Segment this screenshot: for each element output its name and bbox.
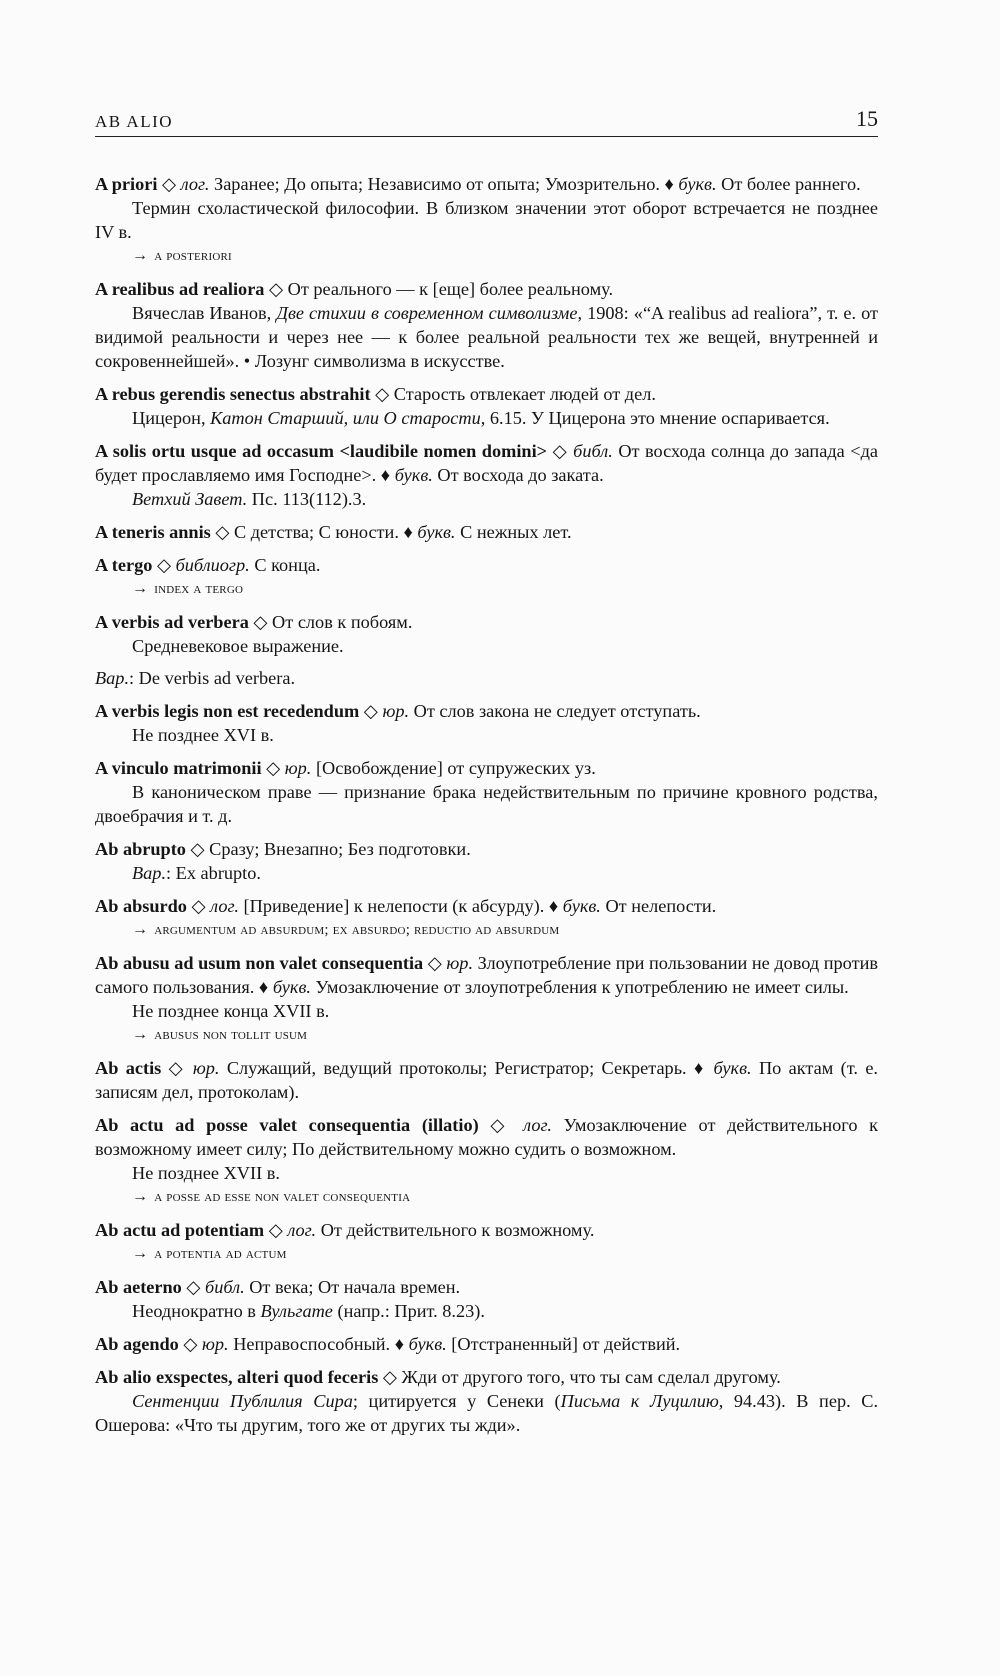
entry-a-realibus <box>95 277 878 373</box>
headword: Ab actu ad potentiam <box>95 1220 265 1240</box>
entry-a-rebus-gerendis <box>95 382 878 430</box>
cross-reference: → abusus non tollit usum <box>132 1026 308 1043</box>
entry-ab-alio-exspectes: Ab alio exspectes, alteri quod feceris ◇ Жди от другого того, что ты сам сделал другому. Сентенции Публилия Сира; цитируется у Сенеки (Письма к Луцилию, 94.43). В пер. С. Ошерова: «Что ты другим, того же от других ты жди». <box>95 1367 879 1435</box>
headword: A realibus ad realiora <box>95 279 265 299</box>
cross-reference: → argumentum ad absurdum; ex absurdo; reductio ad absurdum <box>132 921 560 938</box>
entry-ab-actis: Ab actis ◇ юр. Служащий, ведущий протоколы; Регистратор; Секретарь. ♦ букв. По актам (т. е. записям дел, протоколам). <box>95 1058 879 1102</box>
entry-a-verbis-ad-verbera: A verbis ad verbera ◇ От слов к побоям. Средневековое выражение. Вар.: De verbis ad verbera. <box>95 610 878 690</box>
note: Термин схоластической философии. В близком значении этот оборот встречается не позднее IV в. <box>95 198 878 242</box>
entry-a-priori <box>95 172 878 268</box>
running-header <box>95 108 878 137</box>
entry-a-teneris-annis: A teneris annis ◇ С детства; С юности. ♦ букв. С нежных лет. <box>95 522 572 542</box>
note: Ветхий Завет. Пс. 113(112).3. <box>132 489 367 509</box>
headword: Ab actis <box>95 1058 162 1078</box>
definition: Заранее; До опыта; Независимо от опыта; Умозрительно. ♦ <box>209 174 679 194</box>
headword: A solis ortu usque ad occasum <laudibile nomen domini> <box>95 441 548 461</box>
dictionary-entries <box>95 172 878 1446</box>
label: букв. <box>678 174 717 194</box>
cross-reference: → index a tergo <box>132 580 244 597</box>
arrow-icon: → <box>132 1188 149 1205</box>
arrow-icon: → <box>132 1026 149 1043</box>
definition: ◇ Старость отвлекает людей от дел. <box>370 384 656 404</box>
headword: Ab abusu ad usum non valet consequentia <box>95 953 424 973</box>
note: Не позднее XVI в. <box>132 725 274 745</box>
entry-a-solis-ortu: A solis ortu usque ad occasum <laudibile nomen domini> ◇ библ. От восхода солнца до запада <да будет прославляемо имя Господне>. ♦ букв. От восхода до заката. Ветхий Завет. Пс. 113(112).3. <box>95 441 878 509</box>
headword: Ab absurdo <box>95 896 187 916</box>
entry-a-verbis-legis: A verbis legis non est recedendum ◇ юр. От слов закона не следует отступать. Не позднее XVI в. <box>95 699 878 747</box>
entry-ab-actu-ad-potentiam: Ab actu ad potentiam ◇ лог. От действительного к возможному. → a potentia ad actum <box>95 1218 878 1266</box>
headword: Ab abrupto <box>95 839 186 859</box>
arrow-icon: → <box>132 247 149 264</box>
entry-a-vinculo-matrimonii: A vinculo matrimonii ◇ юр. [Освобождение] от супружеских уз. В каноническом праве — признание брака недействительным по причине кровного родства, двоебрачия и т. д. <box>95 758 878 826</box>
headword: Ab agendo <box>95 1334 179 1354</box>
note: Не позднее XVII в. <box>132 1163 280 1183</box>
definition: ◇ От реального — к [еще] более реальному. <box>264 279 614 299</box>
entry-ab-agendo: Ab agendo ◇ юр. Неправоспособный. ♦ букв. [Отстраненный] от действий. <box>95 1334 681 1354</box>
headword: Ab alio exspectes, alteri quod feceris <box>95 1367 379 1387</box>
headword: A rebus gerendis senectus abstrahit <box>95 384 371 404</box>
note: Не позднее конца XVII в. <box>132 1001 330 1021</box>
variant: Вар.: Ex abrupto. <box>132 863 261 883</box>
page-number: 15 <box>856 106 878 131</box>
cross-reference: → a posse ad esse non valet consequentia <box>132 1188 411 1205</box>
headword: A verbis ad verbera <box>95 612 249 632</box>
headword: Ab aeterno <box>95 1277 182 1297</box>
cross-reference-text: a posteriori <box>154 248 232 264</box>
note: Сентенции Публилия Сира; цитируется у Сенеки (Письма к Луцилию, 94.43). В пер. С. Ошерова: «Что ты другим, того же от других ты жди». <box>95 1391 879 1435</box>
definition: ◇ <box>157 174 181 194</box>
running-title: AB ALIO <box>95 112 174 131</box>
note: В каноническом праве — признание брака недействительным по причине кровного родства, двоебрачия и т. д. <box>95 782 878 826</box>
entry-ab-actu-ad-posse: Ab actu ad posse valet consequentia (illatio) ◇ лог. Умозаключение от действительного к возможному имеет силу; По действительному можно судить о возможном. Не позднее XVII в. → a posse ad esse non valet consequentia <box>95 1113 878 1209</box>
cross-reference <box>95 244 878 268</box>
entry-ab-absurdo: Ab absurdo ◇ лог. [Приведение] к нелепости (к абсурду). ♦ букв. От нелепости. → argumentum ad absurdum; ex absurdo; reductio ad absurdum <box>95 894 878 942</box>
headword: Ab actu ad posse valet consequentia (illatio) <box>95 1115 479 1135</box>
label: лог. <box>180 174 210 194</box>
note: Цицерон, Катон Старший, или О старости, 6.15. У Цицерона это мнение оспаривается. <box>132 408 830 428</box>
entry-a-tergo: A tergo ◇ библиогр. С конца. → index a tergo <box>95 553 878 601</box>
headword: A priori <box>95 174 158 194</box>
headword: A verbis legis non est recedendum <box>95 701 360 721</box>
arrow-icon: → <box>132 921 149 938</box>
variant: Вар.: De verbis ad verbera. <box>95 668 296 688</box>
cross-reference: → a potentia ad actum <box>132 1245 287 1262</box>
definition: От более раннего. <box>716 174 861 194</box>
note: Средневековое выражение. <box>132 636 344 656</box>
headword: A tergo <box>95 555 153 575</box>
arrow-icon: → <box>132 1245 149 1262</box>
headword: A teneris annis <box>95 522 211 542</box>
headword: A vinculo matrimonii <box>95 758 262 778</box>
note: Вячеслав Иванов, Две стихии в современном символизме, 1908: «“A realibus ad realiora”, т. е. от видимой реальности и через нее — к более реальной реальности тех же вещей, внутренней и сокровеннейшей». • Лозунг символизма в искусстве. <box>95 303 879 371</box>
entry-ab-abusu: Ab abusu ad usum non valet consequentia ◇ юр. Злоупотребление при пользовании не довод против самого пользования. ♦ букв. Умозаключение от злоупотребления к употреблению не имеет силы. Не позднее конца XVII в. → abusus non tollit usum <box>95 951 878 1047</box>
arrow-icon: → <box>132 580 149 597</box>
note: Неоднократно в Вульгате (напр.: Прит. 8.23). <box>132 1301 485 1321</box>
entry-ab-aeterno: Ab aeterno ◇ библ. От века; От начала времен. Неоднократно в Вульгате (напр.: Прит. 8.23). <box>95 1275 878 1323</box>
entry-ab-abrupto: Ab abrupto ◇ Сразу; Внезапно; Без подготовки. Вар.: Ex abrupto. <box>95 837 878 885</box>
